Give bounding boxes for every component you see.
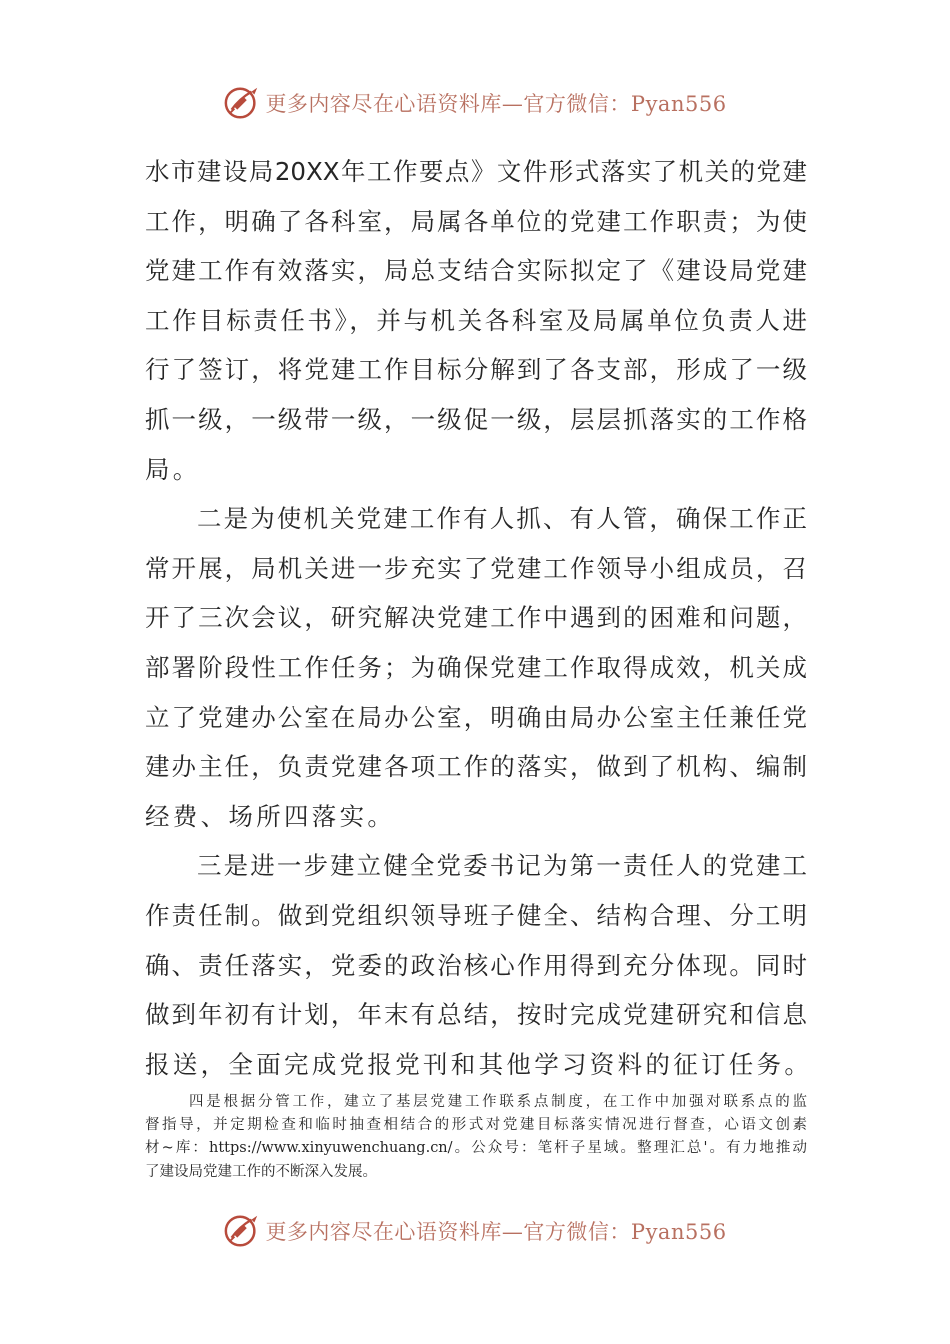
text-line: 报送，全面完成党报党刊和其他学习资料的征订任务。 [145,1049,813,1079]
text-line: 行了签订，将党建工作目标分解到了各支部，形成了一级 [145,355,807,385]
small-text-line: 督指导，并定期检查和临时抽查相结合的形式对党建目标落实情况进行督查，心语文创素 [145,1117,807,1134]
text-line: 做到年初有计划，年末有总结，按时完成党建研究和信息 [145,1000,807,1030]
text-line: 常开展，局机关进一步充实了党建工作领导小组成员，召 [145,553,807,583]
text-line: 局。 [145,454,201,484]
text-line: 工作目标责任书》，并与机关各科室及局属单位负责人进 [145,305,807,335]
text-line: 确、责任落实，党委的政治核心作用得到充分体现。同时 [145,950,807,980]
text-line: 二是为使机关党建工作有人抓、有人管，确保工作正 [197,504,807,534]
text-line: 经费、场所四落实。 [145,801,396,831]
text-line: 水市建设局20XX年工作要点》文件形式落实了机关的党建 [145,157,807,186]
text-line: 立了党建办公室在局办公室，明确由局办公室主任兼任党 [145,702,807,732]
text-line: 抓一级，一级带一级，一级促一级，层层抓落实的工作格 [145,404,807,434]
document-body [145,147,813,1089]
small-text-line: 材~库：https://www.xinyuwenchuang.cn/。公众号：笔杆子星域。整理汇总'。有力地推动 [145,1140,807,1157]
text-line: 部署阶段性工作任务；为确保党建工作取得成效，机关成 [145,652,807,682]
small-text-line: 四是根据分管工作，建立了基层党建工作联系点制度，在工作中加强对联系点的监 [189,1094,807,1110]
text-line: 三是进一步建立健全党委书记为第一责任人的党建工 [197,851,807,881]
small-paragraph [145,1091,807,1184]
text-line: 党建工作有效落实，局总支结合实际拟定了《建设局党建 [145,256,807,286]
text-line: 开了三次会议，研究解决党建工作中遇到的困难和问题， [145,603,807,633]
header-banner [0,80,950,126]
pen-logo-icon [223,1212,261,1250]
footer-banner [0,1208,950,1254]
banner-text: 更多内容尽在心语资料库—官方微信：Pyan556 [265,1220,727,1244]
text-line: 工作，明确了各科室，局属各单位的党建工作职责；为使 [145,206,807,236]
text-line: 作责任制。做到党组织领导班子健全、结构合理、分工明 [145,900,807,930]
small-text-line: 了建设局党建工作的不断深入发展。 [145,1163,377,1180]
text-line: 建办主任，负责党建各项工作的落实，做到了机构、编制 [145,752,807,782]
pen-logo-icon [223,84,261,122]
banner-text: 更多内容尽在心语资料库—官方微信：Pyan556 [265,92,727,116]
